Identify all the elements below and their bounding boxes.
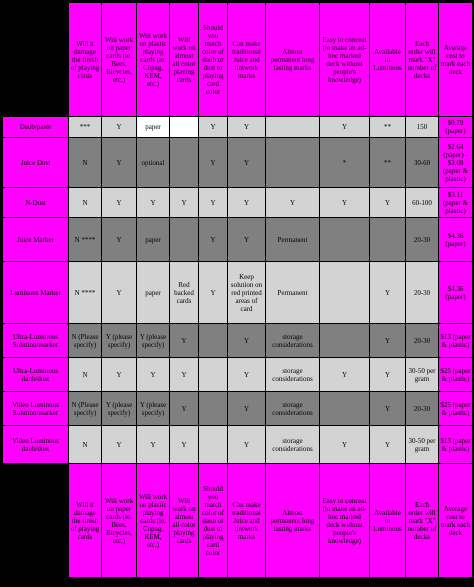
table-cell [199,324,228,358]
header-cell: Average cost to mark each deck [439,464,473,578]
table-cell: N (Please specify) [69,324,102,358]
table-cell: N (Please specify) [69,392,102,426]
table-cell: N [69,358,102,392]
table-cell: paper [137,117,170,138]
row-label: Daub/paste [3,117,69,138]
header-cell: Each order will mark "X" number of decks [406,3,439,117]
table-cell: Y [228,426,266,464]
table-cell: Y [137,188,170,218]
table-row [3,324,473,358]
header-cell: Can make traditional Juice and tintwork marks [228,3,266,117]
header-cell: Can make traditional Juice and tintwork marks [228,464,266,578]
table-cell: N **** [69,262,102,324]
table-row [3,218,473,262]
header-cell: Almost permanent long lasting marks [266,3,320,117]
header-cell: Should you match color of daub or dust to playing card color [199,3,228,117]
table-cell: storage considerations [266,358,320,392]
table-cell: storage considerations [266,426,320,464]
table-cell: Y [370,426,406,464]
table-cell: Y [228,218,266,262]
table-cell: 60-100 [406,188,439,218]
table-cell: Y [320,188,370,218]
row-label: Video Luminous Solution/marker [3,392,69,426]
table-cell: Y [199,188,228,218]
table-cell [170,218,199,262]
table-cell: Y [102,138,137,188]
header-cell: Easy to conceal (to make an ad-hoc marked deck without people's knowledge) [320,3,370,117]
header-cell: Almost permanent long lasting marks [266,464,320,578]
header-cell: Each order will mark "X" number of decks [406,464,439,578]
table-cell: Y [102,358,137,392]
header-cell: Will work on almost all color playing cards [170,464,199,578]
table-cell: 30-60 [406,138,439,188]
header-cell: Will work on plastic playing cards (ie. Copag, KEM, etc.) [137,464,170,578]
table-cell: Y [228,392,266,426]
header-row-top [3,3,473,117]
table-cell [199,426,228,464]
table-cell: 150 [406,117,439,138]
table-cell [320,392,370,426]
table-cell: $2.64 (paper) - $3.08 (paper & plastic) [439,138,473,188]
table-cell: Y [170,188,199,218]
row-label: Video Luminous daub/dust [3,426,69,464]
table-cell: Y [370,392,406,426]
header-cell: Will work on paper cards (ie. Bees, Bicycles, etc.) [102,464,137,578]
table-cell: Permanent [266,262,320,324]
table-cell: $4.36 (paper) [439,218,473,262]
table-cell: Y (please specify) [137,324,170,358]
table-row [3,138,473,188]
table-cell [266,138,320,188]
table-cell: Y [370,262,406,324]
header-row-bottom [3,464,473,578]
table-cell: optional [137,138,170,188]
table-cell: Y [370,358,406,392]
table-cell: storage considerations [266,392,320,426]
corner-cell [3,464,69,578]
table-cell: Y [170,426,199,464]
table-cell: $25 (paper & plastic) [439,392,473,426]
table-cell: paper [137,218,170,262]
row-label: Juice Dust [3,138,69,188]
table-row [3,188,473,218]
table-cell: *** [69,117,102,138]
header-cell: Will it damage the finish of playing cards [69,3,102,117]
table-cell: Y [170,358,199,392]
table-cell: Y [320,426,370,464]
header-cell: Will it damage the finish of playing cards [69,464,102,578]
table-row [3,392,473,426]
table-cell: Y (please specify) [102,324,137,358]
table-cell: 30-50 per gram [406,426,439,464]
corner-cell [3,3,69,117]
table-cell: ** [370,138,406,188]
table-cell: Y [228,188,266,218]
table-cell: Y [102,262,137,324]
table-cell: Y [370,324,406,358]
table-cell: Y (please specify) [102,392,137,426]
table-cell: Y [102,218,137,262]
table-cell: Y [102,426,137,464]
table-cell: Y [199,218,228,262]
table-cell: $13 (paper & plastic) [439,426,473,464]
header-cell: Will work on paper cards (ie. Bees, Bicycles, etc.) [102,3,137,117]
table-cell: Y [170,392,199,426]
table-cell: paper [137,262,170,324]
header-cell: Will work on plastic playing cards (ie. Copag, KEM, etc.) [137,3,170,117]
table-cell: N [69,426,102,464]
table-cell: 30-50 per gram [406,358,439,392]
table-cell: 20-30 [406,392,439,426]
table-cell: Permanent [266,218,320,262]
table-cell: Y [320,358,370,392]
table-cell: Keep solution on red printed areas of card [228,262,266,324]
row-label: N-Dust [3,188,69,218]
table-cell [170,117,199,138]
table-cell: Y [320,117,370,138]
table-cell: $0.79 (paper) [439,117,473,138]
table-cell: Y [370,188,406,218]
table-cell: N [69,138,102,188]
table-row [3,262,473,324]
table-cell: * [320,138,370,188]
table-cell: $3.11 (paper & plastic) [439,188,473,218]
table-cell [199,358,228,392]
table-cell: Y [228,117,266,138]
table-cell: Y [266,188,320,218]
header-cell: Will work on almost all color playing cards [170,3,199,117]
table-cell [320,324,370,358]
table-cell: N [69,188,102,218]
table-cell: Y [199,117,228,138]
header-cell: Available in Luminous [370,464,406,578]
table-cell [170,138,199,188]
table-cell: $13 (paper & plastic) [439,324,473,358]
comparison-table [2,2,473,578]
table-cell: Red backed cards [170,262,199,324]
table-cell: Y (please specify) [137,392,170,426]
header-cell: Should you match color of daub or dust to playing card color [199,464,228,578]
table-cell: Y [137,358,170,392]
table-cell [320,218,370,262]
table-cell: 20-30 [406,324,439,358]
table-cell: ** [370,117,406,138]
row-label: Ultra-Luminous Solution/marker [3,324,69,358]
table-cell [370,218,406,262]
table-cell [320,262,370,324]
row-label: Luminous Marker [3,262,69,324]
table-cell: N **** [69,218,102,262]
table-cell [266,117,320,138]
table-cell: Y [102,117,137,138]
table-cell: $25 (paper & plastic) [439,358,473,392]
table-cell: Y [170,324,199,358]
table-row [3,358,473,392]
table-cell: Y [199,138,228,188]
header-cell: Average cost to mark each deck [439,3,473,117]
table-cell [199,392,228,426]
table-cell: storage considerations [266,324,320,358]
table-row [3,117,473,138]
table-cell: Y [228,324,266,358]
table-cell: $4.36 (paper) [439,262,473,324]
row-label: Juice Marker [3,218,69,262]
table-cell: 20-30 [406,218,439,262]
table-cell: Y [228,358,266,392]
header-cell: Available in Luminous [370,3,406,117]
table-cell: Y [137,426,170,464]
table-row [3,426,473,464]
table-cell: Y [199,262,228,324]
header-cell: Easy to conceal (to make an ad-hoc marked deck without people's knowledge) [320,464,370,578]
row-label: Ultra-Luminous daub/dust [3,358,69,392]
table-cell: 20-30 [406,262,439,324]
table-cell: Y [102,188,137,218]
table-cell: Y [228,138,266,188]
